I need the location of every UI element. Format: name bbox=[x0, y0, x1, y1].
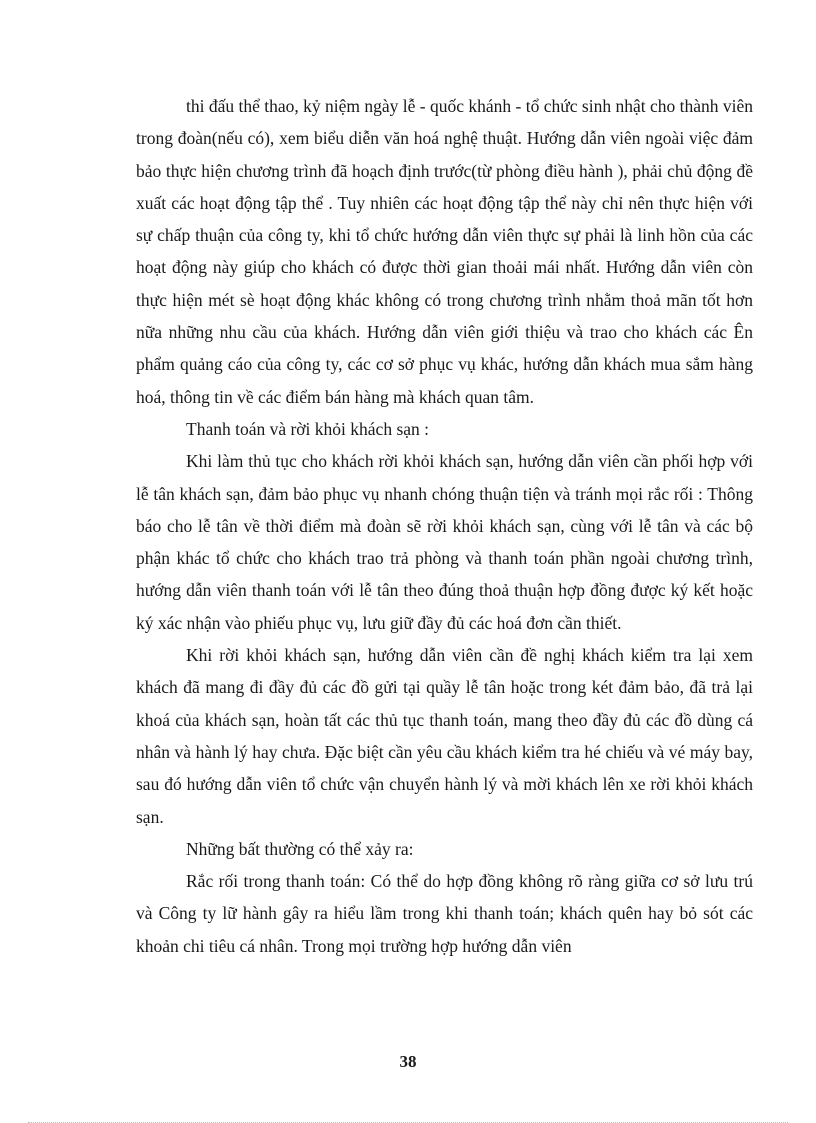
page-number: 38 bbox=[399, 1052, 417, 1071]
paragraph-heading-irregularities: Những bất thường có thể xảy ra: bbox=[186, 838, 414, 859]
body-text bbox=[136, 90, 753, 962]
paragraph-payment-issues: Rắc rối trong thanh toán: Có thể do hợp đồng không rõ ràng giữa cơ sở lưu trú và Công ty lữ hành gây ra hiểu lầm trong khi thanh toán; khách quên hay bỏ sót các khoản chi tiêu cá nhân. Trong mọi trường hợp hướng dẫn viên bbox=[136, 871, 753, 956]
paragraph-checkout-procedure: Khi làm thủ tục cho khách rời khỏi khách sạn, hướng dẫn viên cần phối hợp với lễ tân khách sạn, đảm bảo phục vụ nhanh chóng thuận tiện và tránh mọi rắc rối : Thông báo cho lễ tân về thời điểm mà đoàn sẽ rời khỏi khách sạn, cùng với lễ tân và các bộ phận khác tổ chức cho khách trao trả phòng và thanh toán phần ngoài chương trình, hướng dẫn viên thanh toán với lễ tân theo đúng thoả thuận hợp đồng được ký kết hoặc ký xác nhận vào phiếu phục vụ, lưu giữ đầy đủ các hoá đơn cần thiết. bbox=[136, 451, 753, 633]
paragraph-leaving-hotel: Khi rời khỏi khách sạn, hướng dẫn viên cần đề nghị khách kiểm tra lại xem khách đã mang đi đầy đủ các đồ gửi tại quầy lễ tân hoặc trong két đảm bảo, đã trả lại khoá của khách sạn, hoàn tất các thủ tục thanh toán, mang theo đầy đủ các đồ dùng cá nhân và hành lý hay chưa. Đặc biệt cần yêu cầu khách kiểm tra hé chiếu và vé máy bay, sau đó hướng dẫn viên tổ chức vận chuyển hành lý và mời khách lên xe rời khỏi khách sạn. bbox=[136, 645, 753, 827]
paragraph-activities: thi đấu thể thao, kỷ niệm ngày lễ - quốc khánh - tổ chức sinh nhật cho thành viên trong đoàn(nếu có), xem biểu diễn văn hoá nghệ thuật. Hướng dẫn viên ngoài việc đảm bảo thực hiện chương trình đã hoạch định trước(từ phòng điều hành ), phải chủ động đề xuất các hoạt động tập thể . Tuy nhiên các hoạt động tập thể này chỉ nên thực hiện với sự chấp thuận của công ty, khi tổ chức hướng dẫn viên thực sự phải là linh hồn của các hoạt động này giúp cho khách có được thời gian thoải mái nhất. Hướng dẫn viên còn thực hiện mét sè hoạt động khác không có trong chương trình nhằm thoả mãn tốt hơn nữa những nhu cầu của khách. Hướng dẫn viên giới thiệu và trao cho khách các Ên phẩm quảng cáo của công ty, các cơ sở phục vụ khác, hướng dẫn khách mua sắm hàng hoá, thông tin về các điểm bán hàng mà khách quan tâm. bbox=[136, 96, 753, 407]
paragraph-heading-checkout: Thanh toán và rời khỏi khách sạn : bbox=[186, 418, 430, 439]
